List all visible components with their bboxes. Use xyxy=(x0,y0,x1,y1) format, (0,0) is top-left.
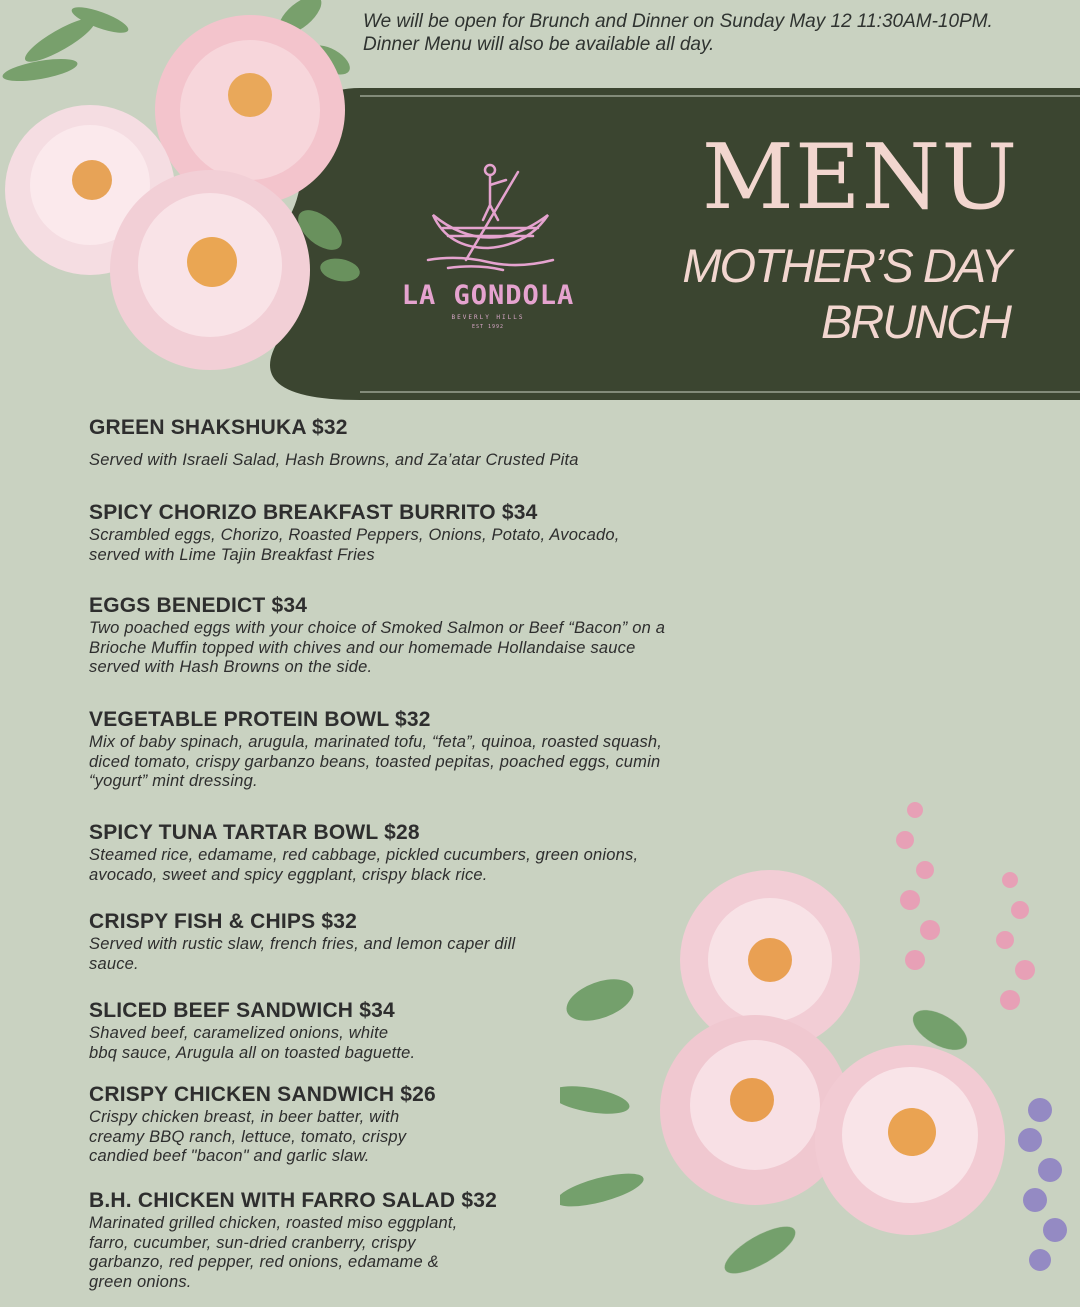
menu-item xyxy=(89,593,769,678)
hours-notice-line: We will be open for Brunch and Dinner on Sunday May 12 11:30AM-10PM. xyxy=(363,11,993,32)
menu-item-description: Marinated grilled chicken, roasted miso eggplant, farro, cucumber, sun-dried cranberry, crispy garbanzo, red pepper, red onions, edamame & green onions. xyxy=(89,1214,458,1291)
menu-item-description: Scrambled eggs, Chorizo, Roasted Peppers, Onions, Potato, Avocado, served with Lime Tajin Breakfast Fries xyxy=(89,526,620,564)
gondola-icon xyxy=(388,160,588,280)
menu-item-title: EGGS BENEDICT $34 xyxy=(89,594,308,617)
restaurant-logo xyxy=(388,160,588,340)
menu-item-title: SPICY TUNA TARTAR BOWL $28 xyxy=(89,821,420,844)
menu-item-title: CRISPY FISH & CHIPS $32 xyxy=(89,910,357,933)
menu-item-description: Mix of baby spinach, arugula, marinated tofu, “feta”, quinoa, roasted squash, diced tomato, crispy garbanzo beans, toasted pepitas, poached eggs, cumin “yogurt” mint dressing. xyxy=(89,733,663,791)
hours-notice xyxy=(363,10,1073,56)
menu-item-description: Served with Israeli Salad, Hash Browns, and Za’atar Crusted Pita xyxy=(89,451,579,469)
occasion-heading-line: BRUNCH xyxy=(820,295,1010,348)
menu-item-title: B.H. CHICKEN WITH FARRO SALAD $32 xyxy=(89,1189,497,1212)
menu-item xyxy=(89,820,769,885)
occasion-heading xyxy=(620,238,1010,350)
menu-item xyxy=(89,998,769,1063)
menu-item xyxy=(89,500,769,565)
menu-item-title: SLICED BEEF SANDWICH $34 xyxy=(89,999,395,1022)
menu-item-title: VEGETABLE PROTEIN BOWL $32 xyxy=(89,708,431,731)
hours-notice-line: Dinner Menu will also be available all day. xyxy=(363,34,715,55)
menu-item xyxy=(89,1082,769,1167)
menu-item-title: SPICY CHORIZO BREAKFAST BURRITO $34 xyxy=(89,501,538,524)
menu-item-description: Served with rustic slaw, french fries, and lemon caper dill sauce. xyxy=(89,935,516,973)
peony-flowers-top-left xyxy=(0,0,380,390)
menu-item-title: GREEN SHAKSHUKA $32 xyxy=(89,416,348,439)
menu-item xyxy=(89,1188,769,1292)
menu-item-description: Two poached eggs with your choice of Smoked Salmon or Beef “Bacon” on a Brioche Muffin topped with chives and our homemade Hollandaise sauce served with Hash Browns on the side. xyxy=(89,619,666,677)
menu-item-description: Crispy chicken breast, in beer batter, with creamy BBQ ranch, lettuce, tomato, crispy candied beef "bacon" and garlic slaw. xyxy=(89,1108,407,1166)
logo-established: EST 1992 xyxy=(471,324,505,330)
menu-heading: MENU xyxy=(701,125,1019,230)
occasion-heading-line: MOTHER’S DAY xyxy=(682,239,1010,292)
menu-item-description: Shaved beef, caramelized onions, white bbq sauce, Arugula all on toasted baguette. xyxy=(89,1024,416,1062)
menu-item-title: CRISPY CHICKEN SANDWICH $26 xyxy=(89,1083,436,1106)
menu-item-description: Steamed rice, edamame, red cabbage, pickled cucumbers, green onions, avocado, sweet and spicy eggplant, crispy black rice. xyxy=(89,846,639,884)
menu-item xyxy=(89,415,769,471)
logo-location: BEVERLY HILLS xyxy=(451,314,525,321)
menu-item xyxy=(89,909,769,974)
logo-wordmark: LA GONDOLA xyxy=(401,280,575,311)
menu-item xyxy=(89,707,769,792)
